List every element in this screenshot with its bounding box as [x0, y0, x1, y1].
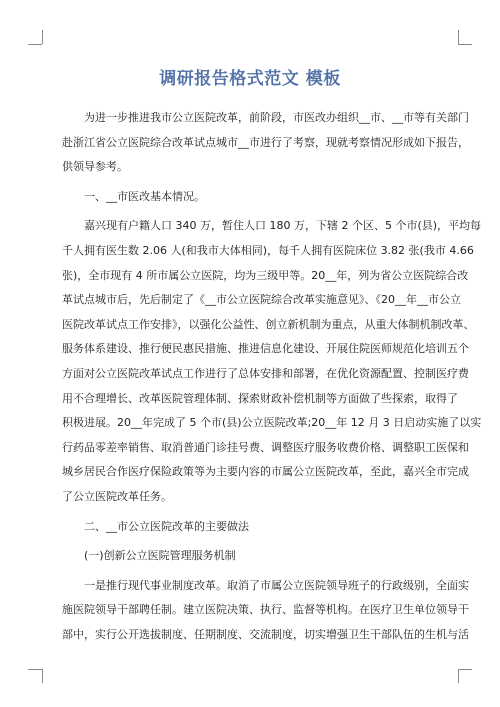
- paragraph: [62, 515, 446, 540]
- document-title: 调研报告格式范文 模板: [159, 69, 341, 89]
- paragraph: [62, 574, 469, 648]
- paragraph-line: 医院改革试点工作安排》，以强化公益性、创立新机制为重点，从重大体制机制改革、: [62, 317, 475, 331]
- crop-mark-bottom-left: [28, 669, 42, 670]
- paragraph-line: 积极进展。20__年完成了 5 个市(县)公立医院改革;20__年 12 月 3 日启动实施了以实: [62, 416, 482, 430]
- paragraph-line: 供领导参考。: [62, 160, 128, 174]
- paragraph-line: 为进一步推进我市公立医院改革，前阶段，市医改办组织__市、__市等有关部门: [84, 111, 469, 124]
- crop-mark-bottom-left: [42, 669, 43, 683]
- paragraph-line: 行药品零差率销售、取消普通门诊挂号费、调整医疗服务收费价格、调整职工医保和: [62, 440, 469, 454]
- paragraph-line: 服务体系建设、推行便民惠民措施、推进信息化建设、开展住院医师规范化培训五个: [62, 342, 469, 356]
- paragraph-line: 部中，实行公开选拔制度、任期制度、交流制度，切实增强卫生干部队伍的生机与活: [62, 627, 469, 641]
- paragraph: [62, 185, 446, 210]
- paragraph-line: 城乡居民合作医疗保险政策等为主要内容的市属公立医院改革，至此，嘉兴全市完成: [62, 465, 469, 479]
- crop-mark-top-left: [28, 44, 42, 45]
- paragraph-line: 用不合理增长、改革医院管理体制、探索财政补偿机制等方面做了些探索，取得了: [62, 391, 458, 405]
- crop-mark-bottom-right: [458, 669, 459, 683]
- paragraph-line: 了公立医院改革任务。: [62, 489, 172, 503]
- crop-mark-bottom-right: [458, 669, 472, 670]
- document-body: [62, 106, 482, 647]
- paragraph: [62, 544, 446, 569]
- paragraph-line: 施医院领导干部聘任制。建立医院决策、执行、监督等机构。在医疗卫生单位领导干: [62, 603, 469, 617]
- paragraph-line: 二、__市公立医院改革的主要做法: [84, 519, 249, 533]
- paragraph-line: 方面对公立医院改革试点工作进行了总体安排和部署，在优化资源配置、控制医疗费: [62, 366, 469, 380]
- paragraph: [62, 106, 469, 180]
- paragraph-line: 一、__市医改基本情况。: [84, 189, 205, 203]
- crop-mark-top-left: [42, 30, 43, 44]
- paragraph: [62, 214, 482, 509]
- paragraph-line: 革试点城市后，先后制定了《__市公立医院综合改革实施意见》、《20__年__市公立: [62, 293, 461, 307]
- paragraph-line: (一)创新公立医院管理服务机制: [84, 549, 236, 563]
- paragraph-line: 张)，全市现有 4 所市属公立医院，均为三级甲等。20__年，列为省公立医院综合改: [62, 268, 469, 282]
- paragraph-line: 嘉兴现有户籍人口 340 万，暂住人口 180 万，下辖 2 个区、5 个市(县)，平均每: [84, 219, 482, 233]
- paragraph-line: 千人拥有医生数 2.06 人(和我市大体相同)，每千人拥有医院床位 3.82 张(我市 4.66: [62, 243, 474, 257]
- crop-mark-top-right: [458, 30, 459, 44]
- paragraph-line: 赴浙江省公立医院综合改革试点城市__市进行了考察，现就考察情况形成如下报告，: [62, 135, 469, 149]
- crop-mark-top-right: [458, 44, 472, 45]
- paragraph-line: 一是推行现代事业制度改革。取消了市属公立医院领导班子的行政级别，全面实: [84, 578, 469, 592]
